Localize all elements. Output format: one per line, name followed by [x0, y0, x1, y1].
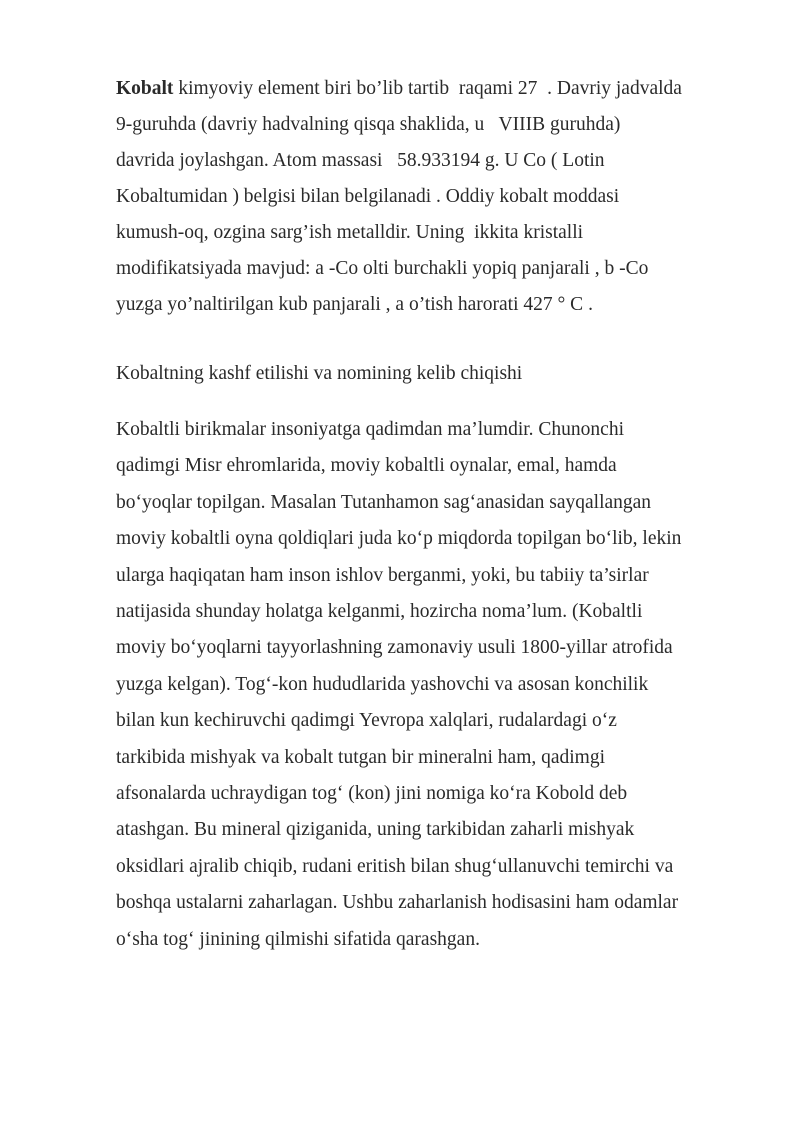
- paragraph-line: moviy bo‘yoqlarni tayyorlashning zamonaviy usuli 1800-yillar atrofida: [116, 637, 673, 659]
- paragraph-line: afsonalarda uchraydigan tog‘ (kon) jini nomiga ko‘ra Kobold deb: [116, 783, 628, 804]
- paragraph-line: natijasida shunday holatga kelganmi, hozircha noma’lum. (Kobaltli: [116, 601, 643, 622]
- paragraph-line: boshqa ustalarni zaharlagan. Ushbu zaharlanish hodisasini ham odamlar: [116, 892, 679, 914]
- paragraph-line: bo‘yoqlar topilgan. Masalan Tutanhamon sag‘anasidan sayqallangan: [116, 491, 652, 513]
- paragraph-line: modifikatsiyada mavjud: a -Co olti burchakli yopiq panjarali , b -Co: [116, 258, 649, 279]
- paragraph-line: moviy kobaltli oyna qoldiqlari juda ko‘p miqdorda topilgan bo‘lib, lekin: [116, 528, 682, 550]
- paragraph-line: atashgan. Bu mineral qiziganida, uning tarkibidan zaharli mishyak: [116, 819, 635, 841]
- paragraph-line: ularga haqiqatan ham inson ishlov berganmi, yoki, bu tabiiy ta’sirlar: [116, 564, 649, 586]
- paragraph-line: davrida joylashgan. Atom massasi 58.933194 g. U Co ( Lotin: [116, 150, 605, 171]
- paragraph-line: tarkibida mishyak va kobalt tutgan bir mineralni ham, qadimgi: [116, 746, 606, 768]
- paragraph-line: yuzga yo’naltirilgan kub panjarali , a o’tish harorati 427 ° C .: [116, 294, 593, 315]
- heading-text: Kobaltning kashf etilishi va nomining kelib chiqishi: [116, 363, 523, 384]
- paragraph-line: kumush-oq, ozgina sarg’ish metalldir. Uning ikkita kristalli: [116, 222, 584, 243]
- paragraph-line: yuzga kelgan). Tog‘-kon hududlarida yashovchi va asosan konchilik: [116, 673, 649, 695]
- paragraph-line: bilan kun kechiruvchi qadimgi Yevropa xalqlari, rudalardagi o‘z: [116, 710, 617, 732]
- paragraph-line: Kobaltli birikmalar insoniyatga qadimdan ma’lumdir. Chunonchi: [116, 419, 624, 440]
- paragraph-line: Kobaltumidan ) belgisi bilan belgilanadi . Oddiy kobalt moddasi: [116, 186, 620, 207]
- paragraph-line: Kobalt kimyoviy element biri bo’lib tartib raqami 27 . Davriy jadvalda: [116, 78, 682, 99]
- paragraph-line: qadimgi Misr ehromlarida, moviy kobaltli oynalar, emal, hamda: [116, 455, 617, 477]
- paragraph-line: o‘sha tog‘ jinining qilmishi sifatida qarashgan.: [116, 928, 480, 950]
- paragraph-line: 9-guruhda (davriy hadvalning qisqa shaklida, u VIIIB guruhda): [116, 114, 621, 135]
- paragraph-line: oksidlari ajralib chiqib, rudani eritish bilan shug‘ullanuvchi temirchi va: [116, 855, 674, 877]
- bold-term: Kobalt: [116, 78, 174, 99]
